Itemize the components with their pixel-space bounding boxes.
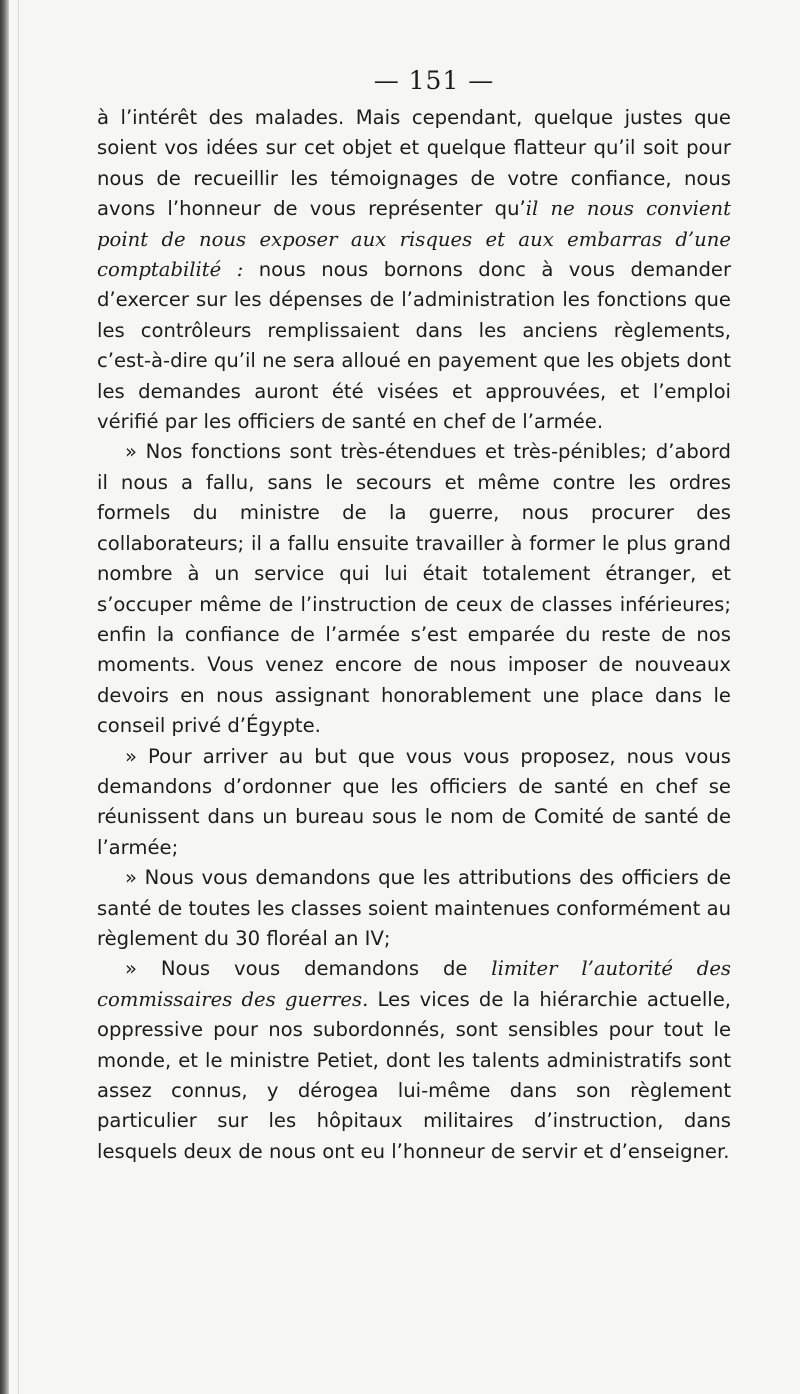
paragraph-3 (97, 742, 731, 864)
italic-segment: limiter l’autorité des commissaires des guerres. (97, 957, 731, 1011)
scan-binding-edge (0, 0, 9, 1394)
paragraph-5 (97, 954, 731, 1167)
text-segment: » Nous vous demandons de (125, 957, 492, 981)
document-page (97, 59, 731, 1167)
italic-segment: il ne nous convient point de nous exposer aux risques et aux embarras d’une comptabilité : (97, 197, 731, 282)
text-segment: » Pour arriver au but que vous vous proposez, nous vous demandons d’ordonner que les officiers de santé en chef se réunissent dans un bureau sous le nom de Comité de santé de l’armée; (97, 744, 731, 859)
paragraph-4 (97, 863, 731, 954)
text-segment: nous nous bornons donc à vous demander d’exercer sur les dépenses de l’administration les fonctions que les contrôleurs remplissaient dans les anciens règlements, c’est-à-dire qu’il ne sera alloué en payement que les objets dont les demandes auront été visées et approuvées, et l’emploi vérifié par les officiers de santé en chef de l’armée. (97, 258, 732, 434)
text-segment: » Nos fonctions sont très-étendues et très-pénibles; d’abord il nous a fallu, sans le secours et même contre les ordres formels du ministre de la guerre, nous procurer des collaborateurs; il a fallu ensuite travailler à former le plus grand nombre à un service qui lui était totalement étranger, et s’occuper même de l’instruction de ceux de classes inférieures; enfin la confiance de l’armée s’est emparée du reste de nos moments. Vous venez encore de nous imposer de nouveaux devoirs en nous assignant honorablement une place dans le conseil privé d’Égypte. (97, 440, 731, 738)
paragraph-2 (97, 437, 731, 741)
text-segment: à l’intérêt des malades. Mais cependant, quelque justes que soient vos idées sur cet objet et quelque flatteur qu’il soit pour nous de recueillir les témoignages de votre confiance, nous avons l’honneur de vous représenter qu’ (97, 106, 731, 221)
page-number: — 151 — (373, 66, 495, 95)
text-segment: » Nous vous demandons que les attributions des officiers de santé de toutes les classes soient maintenues conformément au règlement du 30 floréal an IV; (97, 866, 731, 950)
body-text (97, 103, 731, 1167)
scan-fold-line (18, 0, 19, 1394)
text-segment: Les vices de la hiérarchie actuelle, oppressive pour nos subordonnés, sont sensibles pour tout le monde, et le ministre Petiet, dont les talents administratifs sont assez connus, y dérogea lui-même dans son règlement particulier sur les hôpitaux militaires d’instruction, dans lesquels deux de nous ont eu l’honneur de servir et d’enseigner. (97, 987, 731, 1163)
paragraph-1 (97, 103, 731, 437)
